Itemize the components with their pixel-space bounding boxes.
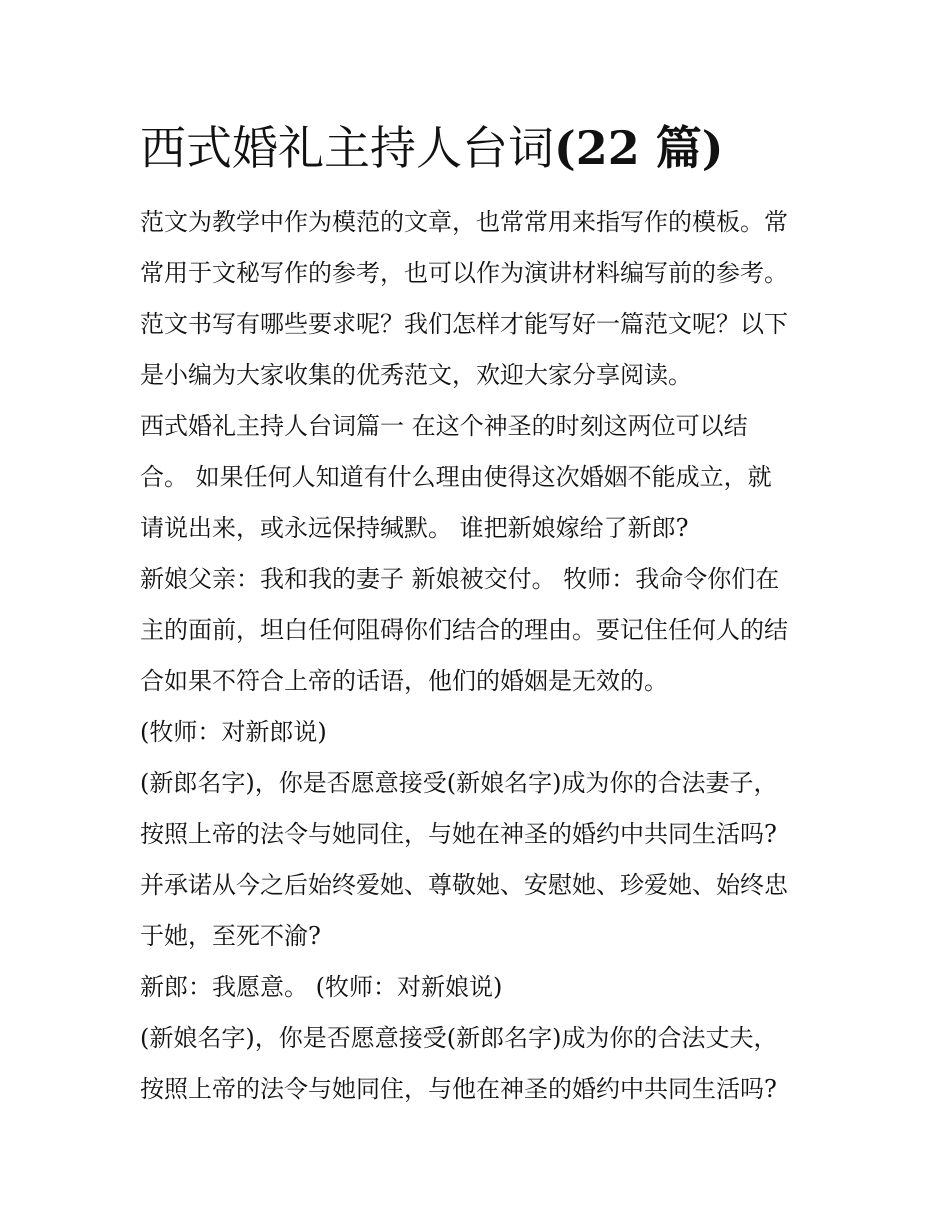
paragraph-line: 新娘父亲：我和我的妻子 新娘被交付。 牧师：我命令你们在: [140, 565, 780, 593]
paragraph-line: 合。 如果任何人知道有什么理由使得这次婚姻不能成立，就: [140, 463, 772, 491]
paragraph-line: 范文书写有哪些要求呢？我们怎样才能写好一篇范文呢？以下: [140, 310, 788, 338]
title-main: 西式婚礼主持人台词: [140, 121, 554, 175]
title-suffix: (22 篇): [554, 121, 724, 175]
paragraph-line: 是小编为大家收集的优秀范文，欢迎大家分享阅读。: [140, 361, 692, 389]
paragraph-line: 西式婚礼主持人台词篇一 在这个神圣的时刻这两位可以结: [140, 412, 748, 440]
paragraph-line: (牧师：对新郎说): [140, 718, 327, 746]
paragraph-line: 于她，至死不渝?: [140, 922, 321, 950]
paragraph-line: 合如果不符合上帝的话语，他们的婚姻是无效的。: [140, 667, 668, 695]
paragraph-line: 新郎：我愿意。 (牧师：对新娘说): [140, 973, 503, 1001]
paragraph-line: 按照上帝的法令与她同住，与他在神圣的婚约中共同生活吗?: [140, 1075, 777, 1103]
paragraph-line: (新娘名字)，你是否愿意接受(新郎名字)成为你的合法丈夫，: [140, 1024, 778, 1052]
paragraph-line: (新郎名字)，你是否愿意接受(新娘名字)成为你的合法妻子，: [140, 769, 778, 797]
paragraph-line: 主的面前，坦白任何阻碍你们结合的理由。要记住任何人的结: [140, 616, 788, 644]
paragraph-line: 请说出来，或永远保持缄默。 谁把新娘嫁给了新郎?: [140, 514, 689, 542]
document-title: [140, 118, 724, 178]
paragraph-line: 并承诺从今之后始终爱她、尊敬她、安慰她、珍爱她、始终忠: [140, 871, 788, 899]
paragraph-line: 按照上帝的法令与她同住，与她在神圣的婚约中共同生活吗?: [140, 820, 777, 848]
paragraph-line: 常用于文秘写作的参考，也可以作为演讲材料编写前的参考。: [140, 259, 788, 287]
paragraph-line: 范文为教学中作为模范的文章，也常常用来指写作的模板。常: [140, 208, 788, 236]
